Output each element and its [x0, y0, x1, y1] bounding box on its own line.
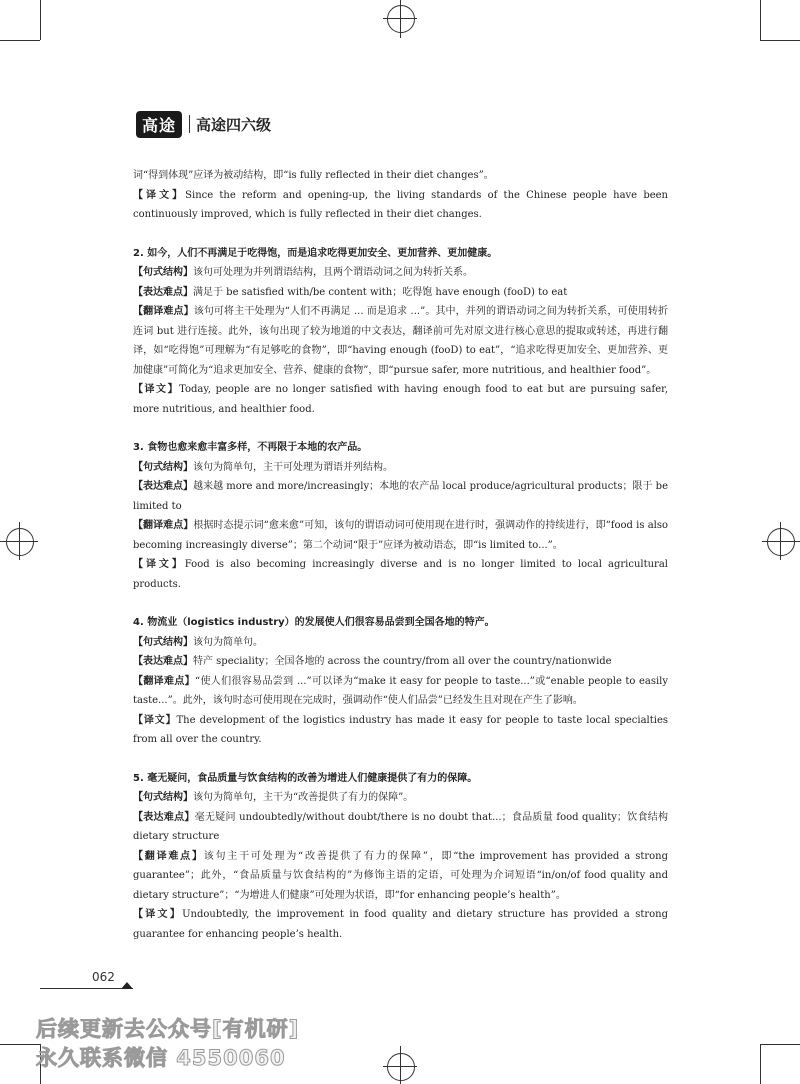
paragraph-text: Undoubtedly, the improvement in food quality and dietary structure has provided a strong guarantee for enhancing people’s health.: [133, 909, 668, 940]
paragraph-text: “使人们很容易品尝到 ...”可以译为“make it easy for people to taste...”或“enable people to easily taste...”。此外，该句时态可使用现在完成时，强调动作“使人们品尝”已经发生且对现在产生了影响。: [133, 675, 669, 706]
crop-mark-bottom-right-v: [760, 1044, 761, 1084]
annotated-paragraph: [133, 847, 668, 906]
paragraph-text: 满足于 be satisfied with/be content with；吃得饱 have enough (fooD) to eat: [193, 286, 568, 298]
crop-mark-bottom-left-h: [0, 1044, 40, 1045]
section-label: 【译文】: [133, 189, 186, 201]
paragraph-text: 该句为简单句。: [193, 636, 263, 648]
watermark-line-1: 后续更新去公众号[有机研]: [36, 1017, 300, 1041]
annotated-paragraph: [133, 788, 668, 808]
crop-mark-bottom-right-h: [760, 1044, 800, 1045]
section-label: 【表达难点】: [133, 286, 193, 298]
section-label: 【表达难点】: [133, 481, 194, 492]
section-gap: [133, 225, 668, 244]
section-label: 【译文】: [133, 909, 183, 920]
annotated-paragraph: [133, 555, 668, 594]
section-label: 【表达难点】: [133, 656, 193, 667]
annotated-paragraph: [133, 302, 668, 380]
annotated-paragraph: [133, 652, 668, 672]
annotated-paragraph: [133, 283, 668, 303]
watermark-line-2: 永久联系微信 4550060: [36, 1046, 286, 1070]
paragraph-text: 毫无疑问 undoubtedly/without doubt/there is no doubt that...；食品质量 food quality；饮食结构 dietary structure: [133, 811, 668, 842]
page-content: [133, 166, 668, 944]
annotated-paragraph: [133, 186, 668, 225]
brand-logo: 高途: [136, 111, 182, 138]
section-gap: [133, 419, 668, 438]
annotated-paragraph: [133, 905, 668, 944]
annotated-paragraph: [133, 711, 668, 750]
paragraph-text: 词“得到体现”应译为被动结构，即“is fully reflected in their diet changes”。: [133, 170, 494, 181]
section-label: 【翻译难点】: [133, 850, 204, 862]
annotated-paragraph: [133, 477, 668, 516]
section-gap: [133, 750, 668, 769]
annotated-paragraph: [133, 516, 668, 555]
paragraph-text: 该句可处理为并列谓语结构，且两个谓语动词之间为转折关系。: [193, 267, 473, 278]
header-title: 高途四六级: [196, 115, 272, 134]
section-label: 【翻译难点】: [133, 306, 194, 317]
annotated-paragraph: [133, 263, 668, 283]
paragraph-text: Since the reform and opening-up, the living standards of the Chinese people have been continuously improved, which is fully reflected in their diet changes.: [133, 189, 668, 220]
crop-mark-top-right-h: [760, 40, 800, 41]
paragraph-text: 该句主干可处理为“改善提供了有力的保障”，即“the improvement has provided a strong guarantee”；此外，“食品质量与饮食结构的”为修饰主语的定语，可处理为介词短语“in/on/of food quality and dietary structure”；“为增进人们健康”可处理为状语，即“for enhancing people’s health”。: [133, 850, 668, 901]
paragraph-text: 越来越 more and more/increasingly；本地的农产品 local produce/agricultural products；限于 be limited to: [133, 481, 668, 512]
paragraph-text: 该句为简单句，主干为“改善提供了有力的保障”。: [193, 792, 414, 803]
paragraph-text: 特产 speciality；全国各地的 across the country/from all over the country/nationwide: [193, 656, 612, 667]
question-heading: 4. 物流业（logistics industry）的发展使人们很容易品尝到全国各地的特产。: [133, 617, 495, 628]
paragraph-text: 根据时态提示词“愈来愈”可知，该句的谓语动词可使用现在进行时，强调动作的持续进行，即“food is also becoming increasingly diverse”；第二个动词“限于”应译为被动语态，即“is limited to...”。: [133, 520, 669, 551]
section-label: 【句式结构】: [133, 461, 193, 473]
section-label: 【句式结构】: [133, 636, 193, 648]
paragraph-text: Food is also becoming increasingly diverse and is no longer limited to local agricultural products.: [133, 559, 668, 590]
page-number: 062: [92, 970, 115, 984]
section-label: 【句式结构】: [133, 792, 193, 803]
section-label: 【译文】: [133, 714, 177, 726]
footer-rule: [40, 988, 133, 989]
question-heading: 2. 如今，人们不再满足于吃得饱，而是追求吃得更加安全、更加营养、更加健康。: [133, 247, 498, 259]
crop-mark-top-left-h: [0, 40, 40, 41]
paragraph-text: 该句可将主干处理为“人们不再满足 ... 而是追求 ...”。其中，并列的谓语动词之间为转折关系，可使用转折连词 but 进行连接。此外，该句出现了较为地道的中文表达，翻译前可先对原文进行核心意思的提取或转述，再进行翻译，如“吃得饱”可理解为“有足够吃的食物”，即“having enough (fooD) to eat”，“追求吃得更加安全、更加营养、更加健康”可简化为“追求更加安全、营养、健康的食物”，即“pursue safer, more nutritious, and healthier food”。: [133, 306, 668, 376]
section-label: 【译文】: [133, 559, 185, 570]
header-divider: [189, 115, 190, 133]
crop-mark-top-right-v: [760, 0, 761, 40]
annotated-paragraph: [133, 380, 668, 419]
paragraph-text: Today, people are no longer satisfied with having enough food to eat but are pursuing safer, more nutritious, and healthier food.: [133, 384, 668, 415]
page-header: [136, 112, 271, 136]
section-label: 【句式结构】: [133, 267, 193, 278]
paragraph-text: The development of the logistics industry has made it easy for people to taste local specialties from all over the country.: [133, 714, 669, 745]
question-heading: 5. 毫无疑问，食品质量与饮食结构的改善为增进人们健康提供了有力的保障。: [133, 772, 478, 784]
section-label: 【翻译难点】: [133, 675, 196, 687]
annotated-paragraph: [133, 808, 668, 847]
section-gap: [133, 594, 668, 613]
question-heading: 3. 食物也愈来愈丰富多样，不再限于本地的农产品。: [133, 442, 368, 453]
section-label: 【翻译难点】: [133, 520, 194, 531]
annotated-paragraph: [133, 672, 668, 711]
section-label: 【表达难点】: [133, 811, 195, 823]
annotated-paragraph: [133, 458, 668, 478]
section-label: 【译文】: [133, 384, 180, 395]
paragraph-text: 该句为简单句，主干可处理为谓语并列结构。: [193, 461, 393, 473]
crop-mark-top-left-v: [40, 0, 41, 40]
page-marker-triangle-icon: [121, 982, 133, 989]
annotated-paragraph: [133, 633, 668, 653]
